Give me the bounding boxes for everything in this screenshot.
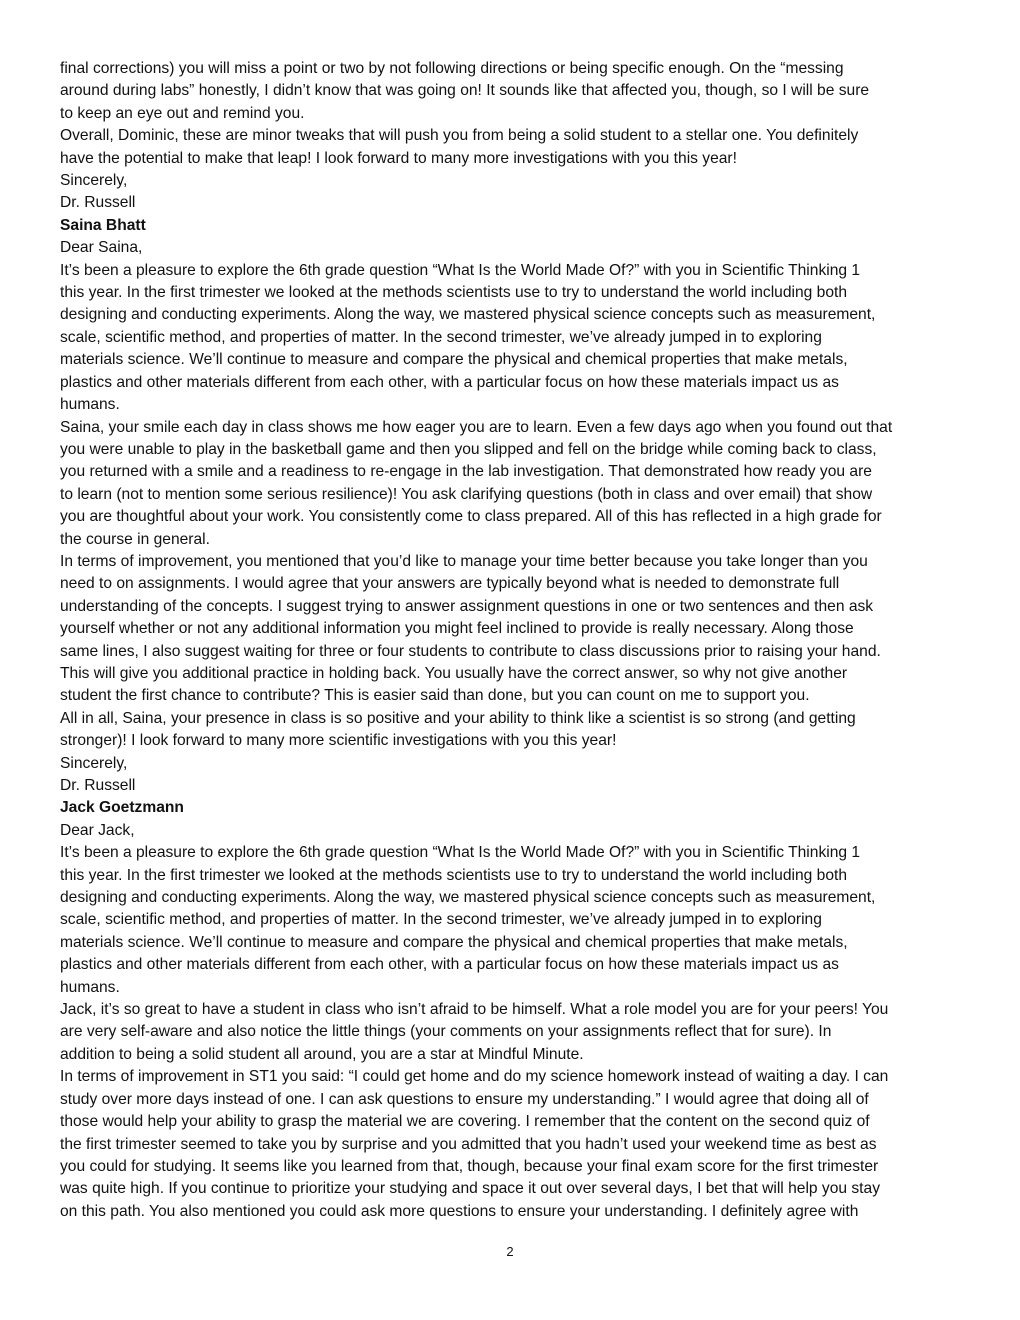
text-line: This will give you additional practice in holding back. You usually have the correct answer, so why not give another (60, 664, 848, 682)
text-line: on this path. You also mentioned you could ask more questions to ensure your understanding. I definitely agree with (60, 1202, 859, 1220)
salutation (60, 237, 960, 259)
text-line: designing and conducting experiments. Along the way, we mastered physical science concepts such as measurement, (60, 306, 876, 324)
jack-intro-paragraph (60, 842, 960, 999)
jack-improvement-paragraph (60, 1066, 960, 1223)
text-line: materials science. We’ll continue to measure and compare the physical and chemical properties that make metals, (60, 933, 848, 951)
text-line: those would help your ability to grasp the material we are covering. I remember that the content on the second quiz of (60, 1113, 870, 1131)
text-line: this year. In the first trimester we looked at the methods scientists use to try to understand the world including both (60, 866, 848, 884)
text-line: to keep an eye out and remind you. (60, 104, 305, 122)
text-line: Dr. Russell (60, 194, 136, 212)
text-line: need to on assignments. I would agree that your answers are typically beyond what is needed to demonstrate full (60, 575, 840, 593)
text-line: this year. In the first trimester we looked at the methods scientists use to try to understand the world including both (60, 284, 848, 302)
signoff-author (60, 775, 960, 797)
text-line: Dear Jack, (60, 821, 135, 839)
dominic-closing-paragraph (60, 58, 960, 125)
text-line: humans. (60, 978, 120, 996)
saina-strengths-paragraph (60, 417, 960, 551)
student-name-heading (60, 797, 960, 819)
text-line: designing and conducting experiments. Along the way, we mastered physical science concepts such as measurement, (60, 889, 876, 907)
dominic-summary-paragraph (60, 125, 960, 170)
text-line: addition to being a solid student all around, you are a star at Mindful Minute. (60, 1045, 584, 1063)
text-line: Saina, your smile each day in class shows me how eager you are to learn. Even a few days ago when you found out that (60, 418, 893, 436)
text-line: same lines, I also suggest waiting for three or four students to contribute to class discussions prior to raising your hand. (60, 642, 881, 660)
text-line: stronger)! I look forward to many more scientific investigations with you this year! (60, 732, 617, 750)
text-line: to learn (not to mention some serious resilience)! You ask clarifying questions (both in class and over email) that show (60, 485, 873, 503)
text-line: Dr. Russell (60, 777, 136, 794)
signoff-sincerely (60, 170, 960, 192)
text-line: study over more days instead of one. I can ask questions to ensure my understanding.” I would agree that doing all of (60, 1090, 869, 1108)
text-line: Overall, Dominic, these are minor tweaks that will push you from being a solid student to a stellar one. You definitely (60, 127, 859, 145)
page-number: 2 (506, 1244, 514, 1259)
text-line: humans. (60, 396, 120, 414)
text-line: are very self-aware and also notice the little things (your comments on your assignments reflect that for sure). In (60, 1023, 832, 1041)
text-line: have the potential to make that leap! I look forward to many more investigations with you this year! (60, 149, 737, 167)
text-line: you are thoughtful about your work. You consistently come to class prepared. All of this has reflected in a high grade for (60, 508, 882, 526)
text-line: you were unable to play in the basketball game and then you slipped and fell on the bridge while coming back to class, (60, 440, 877, 458)
document-page (60, 58, 960, 1223)
text-line: Saina Bhatt (60, 216, 146, 234)
text-line: the course in general. (60, 530, 210, 548)
text-line: you returned with a smile and a readiness to re-engage in the lab investigation. That demonstrated how ready you are (60, 463, 872, 481)
jack-strengths-paragraph (60, 999, 960, 1066)
text-line: scale, scientific method, and properties of matter. In the second trimester, we’ve already jumped in to exploring (60, 911, 822, 929)
text-line: final corrections) you will miss a point or two by not following directions or being specific enough. On the “messing (60, 60, 844, 77)
text-line: All in all, Saina, your presence in class is so positive and your ability to think like a scientist is so strong (and getting (60, 709, 856, 727)
text-line: Jack Goetzmann (60, 799, 184, 817)
text-line: yourself whether or not any additional information you might feel inclined to provide is really necessary. Along those (60, 620, 854, 638)
text-line: the first trimester seemed to take you by surprise and you admitted that you hadn’t used your weekend time as best as (60, 1135, 877, 1153)
text-line: It’s been a pleasure to explore the 6th grade question “What Is the World Made Of?” with you in Scientific Thinking 1 (60, 261, 861, 279)
text-line: plastics and other materials different from each other, with a particular focus on how these materials impact us as (60, 373, 839, 391)
text-line: Sincerely, (60, 754, 128, 772)
text-line: In terms of improvement, you mentioned that you’d like to manage your time better because you take longer than you (60, 552, 868, 570)
text-line: In terms of improvement in ST1 you said: “I could get home and do my science homework instead of waiting a day. I can (60, 1068, 889, 1086)
text-line: Jack, it’s so great to have a student in class who isn’t afraid to be himself. What a role model you are for your peers! You (60, 1001, 889, 1019)
saina-improvement-paragraph (60, 551, 960, 708)
text-line: Dear Saina, (60, 239, 143, 257)
saina-summary-paragraph (60, 708, 960, 753)
student-name-heading (60, 215, 960, 237)
text-line: Sincerely, (60, 172, 128, 190)
text-line: was quite high. If you continue to prioritize your studying and space it out over several days, I bet that will help you stay (60, 1180, 880, 1198)
text-line: you could for studying. It seems like you learned from that, though, because your final exam score for the first trimester (60, 1157, 879, 1175)
text-line: understanding of the concepts. I suggest trying to answer assignment questions in one or two sentences and then ask (60, 597, 874, 615)
signoff-sincerely (60, 753, 960, 775)
text-line: around during labs” honestly, I didn’t know that was going on! It sounds like that affected you, though, so I will be sure (60, 82, 870, 100)
signoff-author (60, 192, 960, 214)
text-line: materials science. We’ll continue to measure and compare the physical and chemical properties that make metals, (60, 351, 848, 369)
saina-intro-paragraph (60, 260, 960, 417)
text-line: student the first chance to contribute? This is easier said than done, but you can count on me to support you. (60, 687, 810, 705)
text-line: scale, scientific method, and properties of matter. In the second trimester, we’ve already jumped in to exploring (60, 328, 822, 346)
text-line: It’s been a pleasure to explore the 6th grade question “What Is the World Made Of?” with you in Scientific Thinking 1 (60, 844, 861, 862)
text-line: plastics and other materials different from each other, with a particular focus on how these materials impact us as (60, 956, 839, 974)
salutation (60, 820, 960, 842)
